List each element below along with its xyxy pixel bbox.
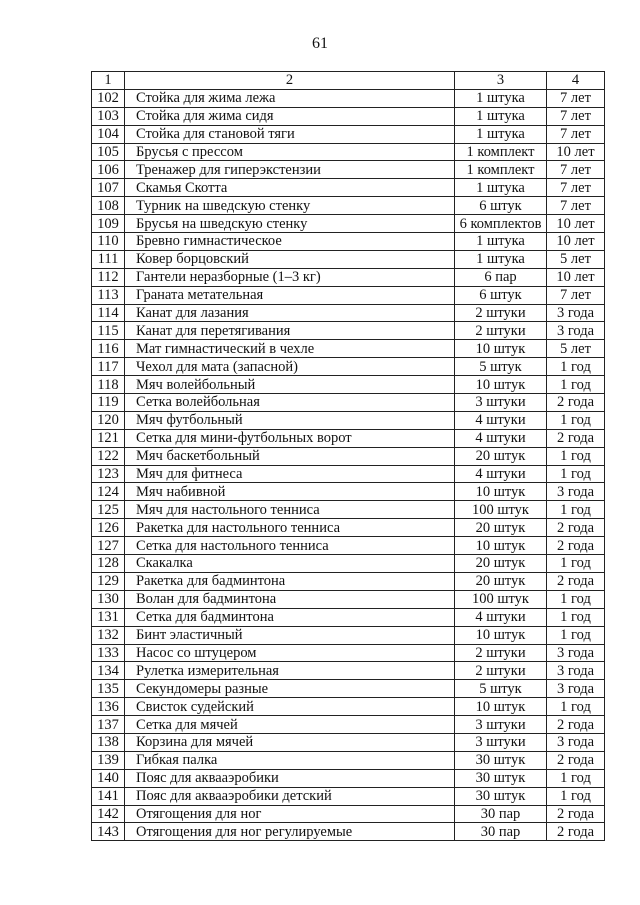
- table-row: [92, 608, 605, 626]
- quantity-cell: 20 штук: [455, 555, 547, 573]
- item-name-cell: Брусья на шведскую стенку: [125, 215, 455, 233]
- row-number-cell: 130: [92, 590, 125, 608]
- quantity-cell: 2 штуки: [455, 322, 547, 340]
- quantity-cell: 1 штука: [455, 89, 547, 107]
- table-row: [92, 447, 605, 465]
- row-number-cell: 111: [92, 250, 125, 268]
- quantity-cell: 1 комплект: [455, 161, 547, 179]
- service-life-cell: 1 год: [547, 590, 605, 608]
- column-header-2: 2: [125, 72, 455, 90]
- table-row: [92, 304, 605, 322]
- table-row: [92, 89, 605, 107]
- item-name-cell: Скакалка: [125, 555, 455, 573]
- quantity-cell: 30 пар: [455, 823, 547, 841]
- service-life-cell: 3 года: [547, 644, 605, 662]
- item-name-cell: Стойка для жима сидя: [125, 107, 455, 125]
- row-number-cell: 140: [92, 769, 125, 787]
- table-row: [92, 698, 605, 716]
- quantity-cell: 10 штук: [455, 537, 547, 555]
- quantity-cell: 5 штук: [455, 680, 547, 698]
- table-row: [92, 519, 605, 537]
- service-life-cell: 1 год: [547, 608, 605, 626]
- item-name-cell: Отягощения для ног регулируемые: [125, 823, 455, 841]
- page-number: 61: [312, 35, 328, 52]
- table-row: [92, 537, 605, 555]
- quantity-cell: 4 штуки: [455, 465, 547, 483]
- item-name-cell: Мяч для настольного тенниса: [125, 501, 455, 519]
- table-row: [92, 286, 605, 304]
- item-name-cell: Брусья с прессом: [125, 143, 455, 161]
- table-row: [92, 572, 605, 590]
- quantity-cell: 3 штуки: [455, 716, 547, 734]
- row-number-cell: 128: [92, 555, 125, 573]
- row-number-cell: 138: [92, 733, 125, 751]
- service-life-cell: 2 года: [547, 394, 605, 412]
- service-life-cell: 10 лет: [547, 143, 605, 161]
- service-life-cell: 5 лет: [547, 340, 605, 358]
- table-row: [92, 376, 605, 394]
- service-life-cell: 3 года: [547, 322, 605, 340]
- table-row: [92, 143, 605, 161]
- row-number-cell: 117: [92, 358, 125, 376]
- item-name-cell: Свисток судейский: [125, 698, 455, 716]
- service-life-cell: 2 года: [547, 805, 605, 823]
- table-row: [92, 716, 605, 734]
- quantity-cell: 6 штук: [455, 286, 547, 304]
- table-row: [92, 769, 605, 787]
- table-row: [92, 161, 605, 179]
- quantity-cell: 100 штук: [455, 590, 547, 608]
- service-life-cell: 2 года: [547, 823, 605, 841]
- item-name-cell: Насос со штуцером: [125, 644, 455, 662]
- row-number-cell: 119: [92, 394, 125, 412]
- quantity-cell: 30 штук: [455, 751, 547, 769]
- item-name-cell: Отягощения для ног: [125, 805, 455, 823]
- quantity-cell: 2 штуки: [455, 662, 547, 680]
- item-name-cell: Тренажер для гиперэкстензии: [125, 161, 455, 179]
- table-row: [92, 733, 605, 751]
- item-name-cell: Ковер борцовский: [125, 250, 455, 268]
- item-name-cell: Канат для лазания: [125, 304, 455, 322]
- quantity-cell: 1 штука: [455, 233, 547, 251]
- item-name-cell: Мяч футбольный: [125, 411, 455, 429]
- table-row: [92, 644, 605, 662]
- table-row: [92, 107, 605, 125]
- service-life-cell: 2 года: [547, 537, 605, 555]
- service-life-cell: 3 года: [547, 662, 605, 680]
- service-life-cell: 1 год: [547, 698, 605, 716]
- quantity-cell: 1 штука: [455, 125, 547, 143]
- row-number-cell: 142: [92, 805, 125, 823]
- item-name-cell: Канат для перетягивания: [125, 322, 455, 340]
- item-name-cell: Рулетка измерительная: [125, 662, 455, 680]
- item-name-cell: Стойка для жима лежа: [125, 89, 455, 107]
- table-row: [92, 590, 605, 608]
- table-row: [92, 680, 605, 698]
- row-number-cell: 112: [92, 268, 125, 286]
- item-name-cell: Мяч набивной: [125, 483, 455, 501]
- service-life-cell: 2 года: [547, 716, 605, 734]
- row-number-cell: 124: [92, 483, 125, 501]
- item-name-cell: Сетка волейбольная: [125, 394, 455, 412]
- row-number-cell: 113: [92, 286, 125, 304]
- table-row: [92, 215, 605, 233]
- service-life-cell: 1 год: [547, 626, 605, 644]
- service-life-cell: 3 года: [547, 304, 605, 322]
- row-number-cell: 125: [92, 501, 125, 519]
- table-row: [92, 751, 605, 769]
- service-life-cell: 2 года: [547, 751, 605, 769]
- table-row: [92, 197, 605, 215]
- item-name-cell: Сетка для бадминтона: [125, 608, 455, 626]
- row-number-cell: 131: [92, 608, 125, 626]
- item-name-cell: Граната метательная: [125, 286, 455, 304]
- row-number-cell: 126: [92, 519, 125, 537]
- table-row: [92, 394, 605, 412]
- quantity-cell: 10 штук: [455, 698, 547, 716]
- table-row: [92, 483, 605, 501]
- row-number-cell: 109: [92, 215, 125, 233]
- item-name-cell: Сетка для мини-футбольных ворот: [125, 429, 455, 447]
- quantity-cell: 20 штук: [455, 572, 547, 590]
- quantity-cell: 100 штук: [455, 501, 547, 519]
- quantity-cell: 4 штуки: [455, 411, 547, 429]
- item-name-cell: Чехол для мата (запасной): [125, 358, 455, 376]
- table-row: [92, 465, 605, 483]
- service-life-cell: 2 года: [547, 519, 605, 537]
- service-life-cell: 1 год: [547, 358, 605, 376]
- quantity-cell: 1 комплект: [455, 143, 547, 161]
- quantity-cell: 6 пар: [455, 268, 547, 286]
- quantity-cell: 5 штук: [455, 358, 547, 376]
- quantity-cell: 30 штук: [455, 787, 547, 805]
- equipment-table: [91, 71, 605, 841]
- service-life-cell: 1 год: [547, 447, 605, 465]
- row-number-cell: 123: [92, 465, 125, 483]
- column-header-1: 1: [92, 72, 125, 90]
- service-life-cell: 3 года: [547, 483, 605, 501]
- item-name-cell: Мяч для фитнеса: [125, 465, 455, 483]
- row-number-cell: 139: [92, 751, 125, 769]
- quantity-cell: 6 комплектов: [455, 215, 547, 233]
- item-name-cell: Гибкая палка: [125, 751, 455, 769]
- service-life-cell: 1 год: [547, 465, 605, 483]
- table-row: [92, 429, 605, 447]
- service-life-cell: 7 лет: [547, 107, 605, 125]
- table-row: [92, 411, 605, 429]
- table-row: [92, 340, 605, 358]
- column-header-3: 3: [455, 72, 547, 90]
- item-name-cell: Мяч волейбольный: [125, 376, 455, 394]
- row-number-cell: 141: [92, 787, 125, 805]
- row-number-cell: 104: [92, 125, 125, 143]
- item-name-cell: Мяч баскетбольный: [125, 447, 455, 465]
- quantity-cell: 30 штук: [455, 769, 547, 787]
- header-row: [92, 72, 605, 90]
- table-row: [92, 233, 605, 251]
- item-name-cell: Сетка для настольного тенниса: [125, 537, 455, 555]
- service-life-cell: 3 года: [547, 733, 605, 751]
- item-name-cell: Секундомеры разные: [125, 680, 455, 698]
- table-row: [92, 501, 605, 519]
- service-life-cell: 10 лет: [547, 233, 605, 251]
- service-life-cell: 2 года: [547, 429, 605, 447]
- row-number-cell: 135: [92, 680, 125, 698]
- quantity-cell: 4 штуки: [455, 429, 547, 447]
- row-number-cell: 114: [92, 304, 125, 322]
- quantity-cell: 10 штук: [455, 483, 547, 501]
- row-number-cell: 120: [92, 411, 125, 429]
- row-number-cell: 116: [92, 340, 125, 358]
- table-row: [92, 125, 605, 143]
- service-life-cell: 1 год: [547, 769, 605, 787]
- quantity-cell: 1 штука: [455, 250, 547, 268]
- item-name-cell: Гантели неразборные (1–3 кг): [125, 268, 455, 286]
- row-number-cell: 103: [92, 107, 125, 125]
- service-life-cell: 7 лет: [547, 89, 605, 107]
- item-name-cell: Мат гимнастический в чехле: [125, 340, 455, 358]
- service-life-cell: 1 год: [547, 555, 605, 573]
- row-number-cell: 132: [92, 626, 125, 644]
- quantity-cell: 1 штука: [455, 107, 547, 125]
- table-row: [92, 268, 605, 286]
- service-life-cell: 1 год: [547, 787, 605, 805]
- table-row: [92, 805, 605, 823]
- service-life-cell: 7 лет: [547, 179, 605, 197]
- item-name-cell: Ракетка для бадминтона: [125, 572, 455, 590]
- row-number-cell: 143: [92, 823, 125, 841]
- quantity-cell: 10 штук: [455, 626, 547, 644]
- table-header: [92, 72, 605, 90]
- table-row: [92, 787, 605, 805]
- service-life-cell: 10 лет: [547, 268, 605, 286]
- row-number-cell: 108: [92, 197, 125, 215]
- quantity-cell: 2 штуки: [455, 304, 547, 322]
- service-life-cell: 1 год: [547, 411, 605, 429]
- row-number-cell: 118: [92, 376, 125, 394]
- item-name-cell: Бинт эластичный: [125, 626, 455, 644]
- row-number-cell: 133: [92, 644, 125, 662]
- quantity-cell: 10 штук: [455, 340, 547, 358]
- service-life-cell: 2 года: [547, 572, 605, 590]
- service-life-cell: 10 лет: [547, 215, 605, 233]
- row-number-cell: 115: [92, 322, 125, 340]
- row-number-cell: 105: [92, 143, 125, 161]
- service-life-cell: 7 лет: [547, 197, 605, 215]
- item-name-cell: Волан для бадминтона: [125, 590, 455, 608]
- quantity-cell: 3 штуки: [455, 733, 547, 751]
- item-name-cell: Пояс для аквааэробики: [125, 769, 455, 787]
- quantity-cell: 10 штук: [455, 376, 547, 394]
- row-number-cell: 102: [92, 89, 125, 107]
- table-body: [92, 89, 605, 840]
- service-life-cell: 7 лет: [547, 125, 605, 143]
- service-life-cell: 7 лет: [547, 161, 605, 179]
- table-row: [92, 322, 605, 340]
- table-row: [92, 626, 605, 644]
- table-row: [92, 179, 605, 197]
- quantity-cell: 4 штуки: [455, 608, 547, 626]
- row-number-cell: 137: [92, 716, 125, 734]
- row-number-cell: 136: [92, 698, 125, 716]
- table-row: [92, 358, 605, 376]
- quantity-cell: 6 штук: [455, 197, 547, 215]
- row-number-cell: 110: [92, 233, 125, 251]
- service-life-cell: 5 лет: [547, 250, 605, 268]
- item-name-cell: Ракетка для настольного тенниса: [125, 519, 455, 537]
- item-name-cell: Пояс для аквааэробики детский: [125, 787, 455, 805]
- item-name-cell: Бревно гимнастическое: [125, 233, 455, 251]
- item-name-cell: Турник на шведскую стенку: [125, 197, 455, 215]
- service-life-cell: 3 года: [547, 680, 605, 698]
- table-row: [92, 250, 605, 268]
- item-name-cell: Сетка для мячей: [125, 716, 455, 734]
- row-number-cell: 129: [92, 572, 125, 590]
- row-number-cell: 107: [92, 179, 125, 197]
- service-life-cell: 1 год: [547, 501, 605, 519]
- quantity-cell: 20 штук: [455, 447, 547, 465]
- service-life-cell: 1 год: [547, 376, 605, 394]
- row-number-cell: 134: [92, 662, 125, 680]
- column-header-4: 4: [547, 72, 605, 90]
- quantity-cell: 3 штуки: [455, 394, 547, 412]
- quantity-cell: 30 пар: [455, 805, 547, 823]
- quantity-cell: 2 штуки: [455, 644, 547, 662]
- table-row: [92, 662, 605, 680]
- table-row: [92, 823, 605, 841]
- table-row: [92, 555, 605, 573]
- item-name-cell: Стойка для становой тяги: [125, 125, 455, 143]
- row-number-cell: 127: [92, 537, 125, 555]
- service-life-cell: 7 лет: [547, 286, 605, 304]
- quantity-cell: 1 штука: [455, 179, 547, 197]
- item-name-cell: Корзина для мячей: [125, 733, 455, 751]
- quantity-cell: 20 штук: [455, 519, 547, 537]
- row-number-cell: 106: [92, 161, 125, 179]
- row-number-cell: 122: [92, 447, 125, 465]
- row-number-cell: 121: [92, 429, 125, 447]
- item-name-cell: Скамья Скотта: [125, 179, 455, 197]
